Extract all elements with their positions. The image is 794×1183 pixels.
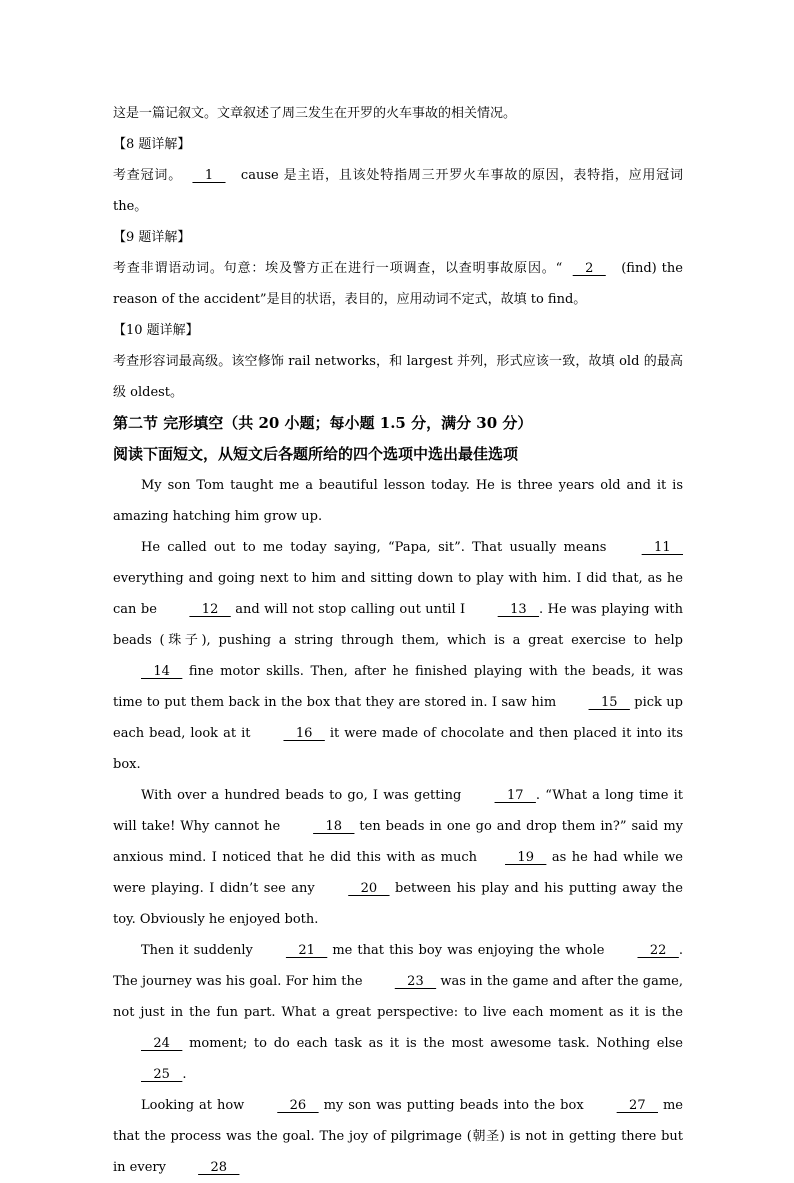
passage-text: it were made of chocolate and then placed it into its box. xyxy=(113,726,683,772)
passage-paragraph-3 xyxy=(113,780,683,935)
q8-heading: 【8 题详解】 xyxy=(113,137,191,152)
passage-text: me that the process was the goal. The joy of pilgrimage (朝圣) is not in getting there but in every xyxy=(113,1098,684,1175)
passage-text: my son was putting beads into the box xyxy=(318,1098,589,1113)
q9-heading: 【9 题详解】 xyxy=(113,230,191,245)
q9-text-a: 考查非谓语动词。句意：埃及警方正在进行一项调查，以查明事故原因。“ xyxy=(113,261,563,276)
blank-19: 19 xyxy=(505,850,547,865)
passage-paragraph-4 xyxy=(113,935,683,1090)
passage-text: pick up each bead, look at it xyxy=(113,695,683,741)
blank-11: 11 xyxy=(641,540,683,555)
q9-text-b: (find) the reason of the accident”是目的状语，表目的，应用动词不定式，故填 to find。 xyxy=(113,261,683,307)
blank-16: 16 xyxy=(283,726,325,741)
q9-explanation xyxy=(113,253,683,315)
q8-text-a: 考查冠词。 xyxy=(113,168,182,183)
blank-14: 14 xyxy=(141,664,183,679)
passage-text: . He was playing with beads (珠子), pushing a string through them, which is a great exercise to help xyxy=(113,602,683,648)
q8-text-b: cause 是主语，且该处特指周三开罗火车事故的原因，表特指，应用冠词 the。 xyxy=(113,168,683,214)
passage-text: . xyxy=(182,1067,187,1082)
document-content xyxy=(113,98,683,1183)
passage-text: . The journey was his goal. For him the xyxy=(113,943,683,989)
blank-26: 26 xyxy=(277,1098,319,1113)
blank-23: 23 xyxy=(394,974,437,989)
section-instruction: 阅读下面短文，从短文后各题所给的四个选项中选出最佳选项 xyxy=(113,445,519,463)
passage-text: Looking at how xyxy=(141,1098,250,1113)
blank-25: 25 xyxy=(141,1067,183,1082)
section-title: 第二节 完形填空（共 20 小题；每小题 1.5 分，满分 30 分） xyxy=(113,414,533,432)
passage-text: everything and going next to him and sitting down to play with him. I did that, as he can be xyxy=(113,571,683,617)
q10-heading: 【10 题详解】 xyxy=(113,323,199,338)
passage-text: fine motor skills. Then, after he finished playing with the beads, it was time to put them back in the box that they are stored in. I saw him xyxy=(113,664,683,710)
blank-17: 17 xyxy=(494,788,536,803)
passage-text: and will not stop calling out until I xyxy=(230,602,470,617)
blank-20: 20 xyxy=(348,881,390,896)
passage-text: He called out to me today saying, “Papa, sit”. That usually means xyxy=(141,540,614,555)
passage-text: ten beads in one go and drop them in?” said my anxious mind. I noticed that he did this with as much xyxy=(113,819,683,865)
blank-13: 13 xyxy=(497,602,540,617)
passage-text: as he had while we were playing. I didn’t see any xyxy=(113,850,683,896)
blank-18: 18 xyxy=(313,819,355,834)
passage-text: moment; to do each task as it is the most awesome task. Nothing else xyxy=(182,1036,683,1051)
blank-1: 1 xyxy=(192,168,226,183)
passage-text: me that this boy was enjoying the whole xyxy=(327,943,610,958)
intro-text: 这是一篇记叙文。文章叙述了周三发生在开罗的火车事故的相关情况。 xyxy=(113,106,517,121)
blank-24: 24 xyxy=(141,1036,183,1051)
q8-explanation xyxy=(113,160,683,222)
blank-12: 12 xyxy=(189,602,231,617)
passage-text: was in the game and after the game, not just in the fun part. What a great perspective: to live each moment as it is the xyxy=(113,974,683,1020)
blank-21: 21 xyxy=(285,943,328,958)
q10-explanation: 考查形容词最高级。该空修饰 rail networks，和 largest 并列，形式应该一致，故填 old 的最高级 oldest。 xyxy=(113,354,683,400)
blank-15: 15 xyxy=(588,695,630,710)
passage-paragraph-2 xyxy=(113,532,683,780)
passage-paragraph-1: My son Tom taught me a beautiful lesson today. He is three years old and it is amazing hatching him grow up. xyxy=(113,478,683,524)
passage-paragraph-5 xyxy=(113,1090,683,1183)
passage-text: With over a hundred beads to go, I was getting xyxy=(141,788,467,803)
blank-2: 2 xyxy=(572,261,606,276)
blank-27: 27 xyxy=(616,1098,658,1113)
blank-28: 28 xyxy=(198,1160,240,1175)
blank-22: 22 xyxy=(637,943,679,958)
passage-text: between his play and his putting away the toy. Obviously he enjoyed both. xyxy=(113,881,683,927)
passage-text: Then it suddenly xyxy=(141,943,258,958)
passage-text: . “What a long time it will take! Why cannot he xyxy=(113,788,683,834)
